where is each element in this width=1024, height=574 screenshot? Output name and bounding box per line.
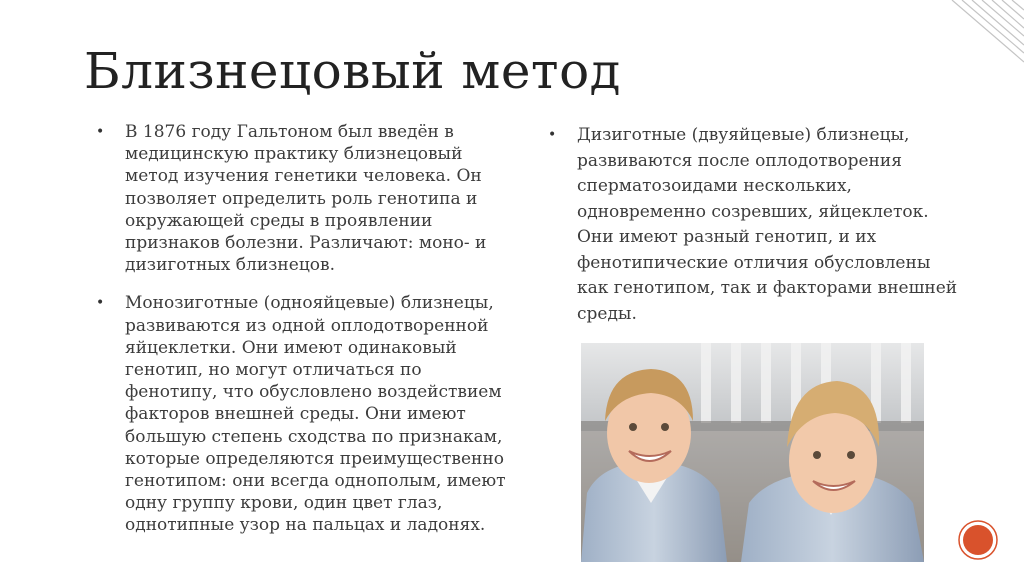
bullet-text-dizygotic: Дизиготные (двуяйцевые) близнецы, развиваются после оплодотворения сперматозоидами нескольких, одновременно созревших, яйцеклеток. Они имеют разный генотип, и их фенотипические отличия обусловлены как генотипом, так и факторами внешней среды. bbox=[577, 125, 958, 324]
twins-photo-illustration bbox=[581, 343, 924, 562]
slide-title: Близнецовый метод bbox=[84, 42, 621, 100]
bullet-item-history bbox=[96, 121, 506, 276]
twins-photo bbox=[581, 343, 924, 562]
circle-icon bbox=[958, 520, 998, 560]
left-column bbox=[96, 121, 506, 553]
bullet-text-history: В 1876 году Гальтоном был введён в медицинскую практику близнецовый метод изучения генетики человека. Он позволяет определить роль генотипа и окружающей среды в проявлении признаков болезни. Различают: моно- и дизиготных близнецов. bbox=[125, 122, 487, 276]
bullet-item-dizygotic bbox=[548, 123, 958, 327]
bullet-text-monozygotic: Монозиготные (однояйцевые) близнецы, развиваются из одной оплодотворенной яйцеклетки. Они имеют одинаковый генотип, но могут отличаться по фенотипу, что обусловлено воздействием факторов внешней среды. Они имеют большую степень сходства по признакам, которые определяются преимущественно генотипом: они всегда однополым, имеют одну группу крови, один цвет глаз, однотипные узор на пальцах и ладонях. bbox=[125, 293, 506, 536]
right-column bbox=[548, 123, 958, 343]
bullet-icon: • bbox=[96, 124, 105, 140]
bullet-item-monozygotic bbox=[96, 292, 506, 536]
bullet-icon: • bbox=[96, 295, 105, 312]
next-slide-button[interactable] bbox=[958, 520, 998, 560]
bullet-icon: • bbox=[548, 127, 557, 143]
